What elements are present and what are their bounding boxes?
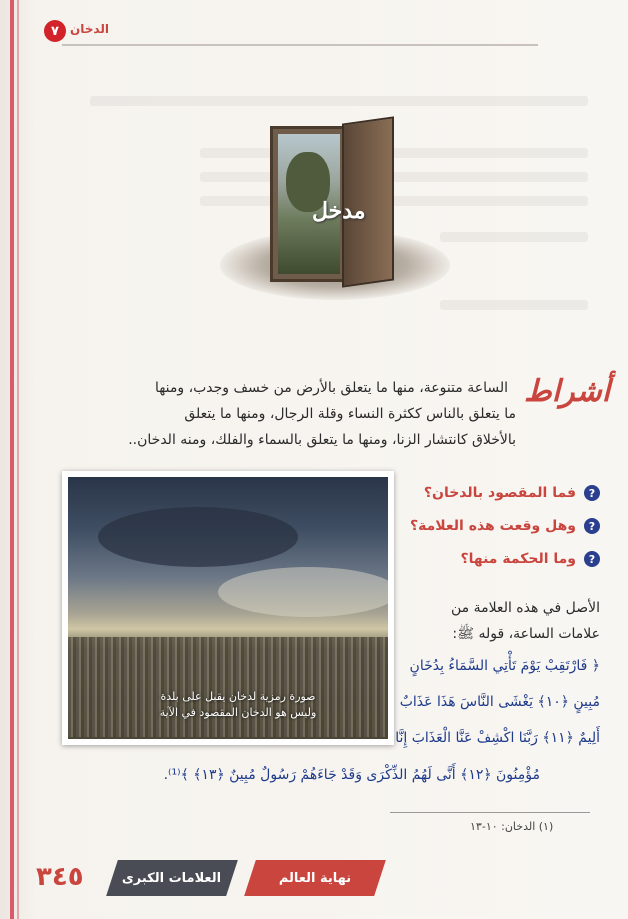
question-item xyxy=(410,515,600,537)
question-mark-icon: ? xyxy=(584,518,600,534)
footnote-divider xyxy=(390,812,590,813)
light-cloud xyxy=(218,567,394,617)
page-number: ٣٤٥ xyxy=(36,862,84,892)
question-text: فما المقصود بالدخان؟ xyxy=(423,485,576,501)
answer-line2: علامات الساعة، قوله ﷺ: xyxy=(452,626,600,642)
header-divider xyxy=(62,44,538,46)
section-title: أشراط xyxy=(524,374,611,409)
verse-line4: مُؤْمِنُونَ ﴿١٢﴾ أَنَّى لَهُمُ الذِّكْرَى وَقَدْ جَاءَهُمْ رَسُولٌ مُبِينٌ ﴿١٣﴾ ﴾⁽¹⁾. xyxy=(163,767,540,783)
smoke-photo xyxy=(62,471,394,745)
question-mark-icon: ? xyxy=(584,551,600,567)
dark-cloud xyxy=(98,507,298,567)
footer-tab-major-signs xyxy=(106,860,238,896)
intro-label: مدخل xyxy=(312,198,366,224)
intro-paragraph-line3: بالأخلاق كانتشار الزنا، ومنها ما يتعلق بالسماء والفلك، ومنه الدخان.. xyxy=(128,432,516,448)
photo-caption xyxy=(108,689,368,721)
question-text: وما الحكمة منها؟ xyxy=(460,551,576,567)
photo-caption-line2: وليس هو الدخان المقصود في الآية xyxy=(159,706,317,719)
footer-tab-end-of-world xyxy=(244,860,386,896)
intro-paragraph-line2: ما يتعلق بالناس ككثرة النساء وقلة الرجال، ومنها ما يتعلق xyxy=(184,406,516,422)
show-through-line xyxy=(90,96,588,106)
question-text: وهل وقعت هذه العلامة؟ xyxy=(409,518,576,534)
question-item xyxy=(424,482,600,504)
footnote: (١) الدخان: ١٠-١٣ xyxy=(470,820,554,833)
question-mark-icon: ? xyxy=(584,485,600,501)
footer-tab-label: نهاية العالم xyxy=(278,870,352,886)
question-item xyxy=(460,548,600,570)
verse-line3: أَلِيمٌ ﴿١١﴾ رَبَّنَا اكْشِفْ عَنَّا الْعَذَابَ إِنَّا xyxy=(395,730,600,746)
photo-caption-line1: صورة رمزية لدخان يقبل على بلدة xyxy=(160,690,316,703)
verse-line2: مُبِينٍ ﴿١٠﴾ يَغْشَى النَّاسَ هَذَا عَذَابٌ xyxy=(399,694,600,710)
chapter-number-badge: ٧ xyxy=(44,20,66,42)
left-red-margin-bar xyxy=(10,0,14,919)
intro-door-illustration xyxy=(200,120,470,320)
left-pink-margin-bar xyxy=(17,0,19,919)
answer-line1: الأصل في هذه العلامة من xyxy=(450,600,600,616)
chapter-name: الدخان xyxy=(70,22,109,36)
footer-tab-label: العلامات الكبرى xyxy=(122,870,222,886)
intro-paragraph-line1: الساعة متنوعة، منها ما يتعلق بالأرض من خسف وجدب، ومنها xyxy=(154,380,508,396)
verse-line1: ﴿ فَارْتَقِبْ يَوْمَ تَأْتِي السَّمَاءُ بِدُخَانٍ xyxy=(409,658,600,674)
city-skyline xyxy=(68,637,388,737)
